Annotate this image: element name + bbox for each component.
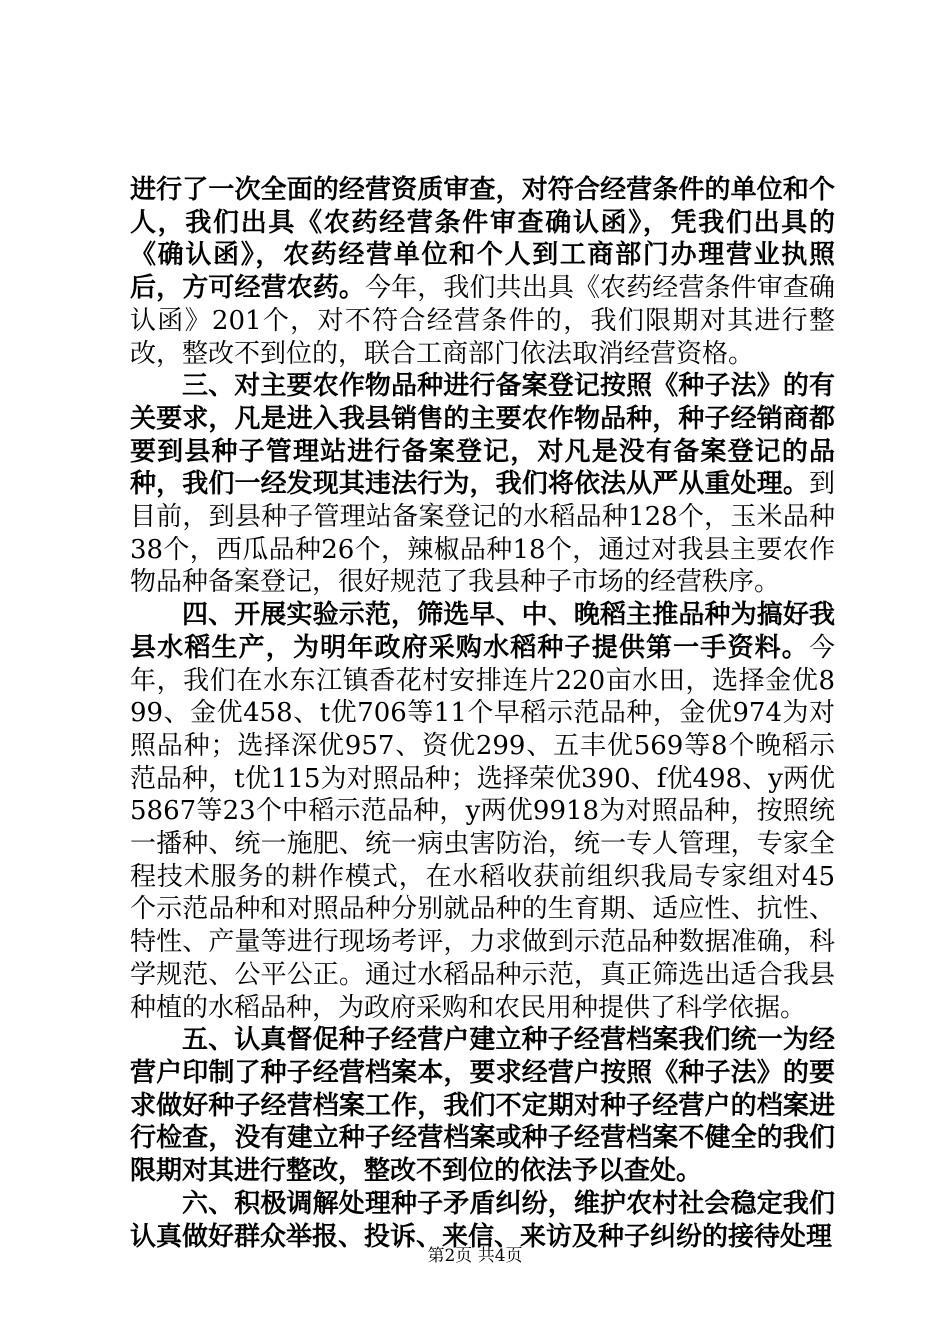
section-heading-3: 三、对主要农作物品种进行备案登记按照《种子法》的有关要求，凡是进入我县销售的主要农作物品种，种子经销商都要到县种子管理站进行备案登记，对凡是没有备案登记的品种，我们一经发现其违法行为，我们将依法从严从重处理。	[130, 371, 835, 500]
paragraph-bold-lead: 进行了一次全面的经营资质审查，对符合经营条件的单位和个人，我们出具《农药经营条件审查确认函》，凭我们出具的《确认函》，农药经营单位和个人到工商部门办理营业执照后，方可经营农药。	[130, 175, 835, 304]
paragraph-text: 到目前，到县种子管理站备案登记的水稻品种128个，玉米品种38个，西瓜品种26个，辣椒品种18个，通过对我县主要农作物品种备案登记，很好规范了我县种子市场的经营秩序。	[130, 469, 835, 598]
paragraph-section-5	[130, 1024, 835, 1188]
paragraph-continuation	[130, 174, 835, 370]
section-heading-6: 六、积极调解处理种子矛盾纠纷，维护农村社会稳定我们认真做好群众举报、投诉、来信、来访及种子纠纷的接待处理	[130, 1188, 835, 1252]
paragraph-section-6	[130, 1188, 835, 1253]
section-heading-4: 四、开展实验示范，筛选早、中、晚稻主推品种为搞好我县水稻生产，为明年政府采购水稻种子提供第一手资料。	[130, 600, 835, 663]
paragraph-text: 今年，我们在水东江镇香花村安排连片220亩水田，选择金优899、金优458、t优706等11个早稻示范品种，金优974为对照品种；选择深优957、资优299、五丰优569等8个晚稻示范品种，t优115为对照品种；选择荣优390、f优498、y两优5867等23个中稻示范品种，y两优9918为对照品种，按照统一播种、统一施肥、统一病虫害防治，统一专人管理，专家全程技术服务的耕作模式，在水稻收获前组织我局专家组对45个示范品种和对照品种分别就品种的生育期、适应性、抗性、特性、产量等进行现场考评，力求做到示范品种数据准确，科学规范、公平公正。通过水稻品种示范，真正筛选出适合我县种植的水稻品种，为政府采购和农民用种提供了科学依据。	[130, 632, 835, 1023]
paragraph-section-4	[130, 599, 835, 1024]
paragraph-section-3	[130, 370, 835, 599]
section-heading-5: 五、认真督促种子经营户建立种子经营档案我们统一为经营户印制了种子经营档案本，要求经营户按照《种子法》的要求做好种子经营档案工作，我们不定期对种子经营户的档案进行检查，没有建立种子经营档案或种子经营档案不健全的我们限期对其进行整改，整改不到位的依法予以查处。	[130, 1025, 835, 1187]
paragraph-text: 今年，我们共出具《农药经营条件审查确认函》201个，对不符合经营条件的，我们限期对其进行整改，整改不到位的，联合工商部门依法取消经营资格。	[130, 273, 835, 369]
page-footer	[0, 1245, 950, 1267]
document-body	[130, 174, 835, 1253]
page-number-label: 第2页 共4页	[427, 1246, 523, 1266]
